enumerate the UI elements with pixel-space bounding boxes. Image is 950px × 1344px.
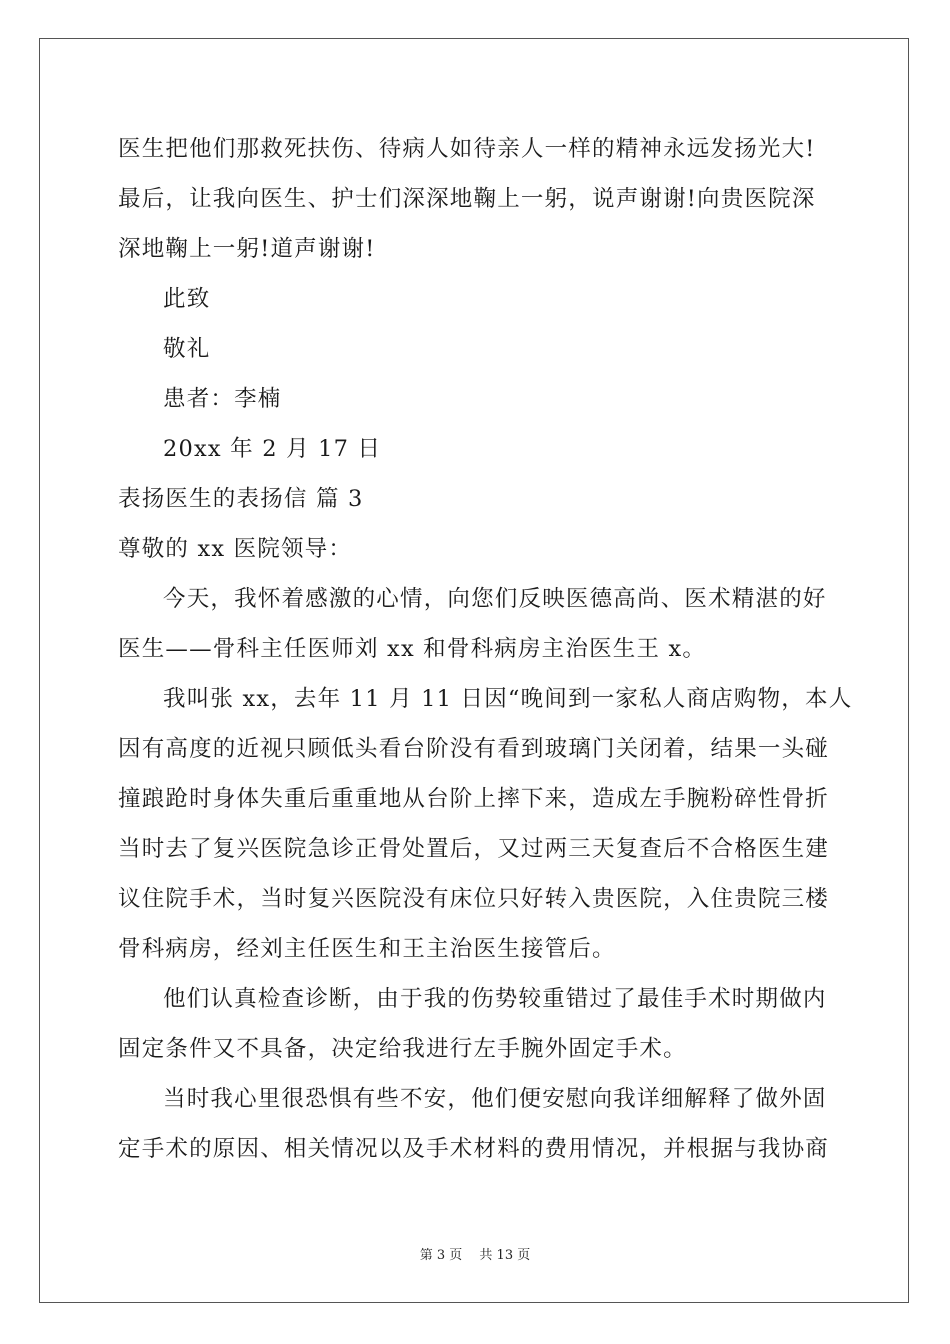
page-number: 第 3 页 共 13 页 — [419, 1248, 531, 1263]
text-line: 我叫张 xx，去年 11 月 11 日因“晚间到一家私人商店购物，本人 — [163, 686, 853, 712]
text-line: 深地鞠上一躬!道声谢谢! — [118, 236, 376, 262]
letter-greeting: 尊敬的 xx 医院领导： — [118, 536, 353, 562]
text-line: 当时去了复兴医院急诊正骨处置后，又过两三天复查后不合格医生建 — [118, 836, 830, 862]
section-title: 表扬医生的表扬信 篇 3 — [118, 486, 364, 512]
signature: 患者：李楠 — [163, 386, 282, 412]
letter-body — [118, 124, 853, 1174]
text-line: 定手术的原因、相关情况以及手术材料的费用情况，并根据与我协商 — [118, 1136, 830, 1162]
text-line: 他们认真检查诊断，由于我的伤势较重错过了最佳手术时期做内 — [163, 986, 827, 1012]
text-line: 今天，我怀着感激的心情，向您们反映医德高尚、医术精湛的好 — [163, 586, 827, 612]
text-line: 因有高度的近视只顾低头看台阶没有看到玻璃门关闭着，结果一头碰 — [118, 736, 830, 762]
text-line: 骨科病房，经刘主任医生和王主治医生接管后。 — [118, 936, 616, 962]
text-line: 撞踉跄时身体失重后重重地从台阶上摔下来，造成左手腕粉碎性骨折 — [118, 786, 830, 812]
closing-regards: 敬礼 — [163, 336, 211, 362]
text-line: 固定条件又不具备，决定给我进行左手腕外固定手术。 — [118, 1036, 687, 1062]
closing-salutation: 此致 — [163, 286, 211, 312]
text-line: 医生把他们那救死扶伤、待病人如待亲人一样的精神永远发扬光大! — [118, 136, 816, 162]
text-line: 当时我心里很恐惧有些不安，他们便安慰向我详细解释了做外固 — [163, 1086, 827, 1112]
text-line: 最后，让我向医生、护士们深深地鞠上一躬，说声谢谢!向贵医院深 — [118, 186, 816, 212]
letter-date: 20xx 年 2 月 17 日 — [163, 436, 382, 462]
text-line: 议住院手术，当时复兴医院没有床位只好转入贵医院，入住贵院三楼 — [118, 886, 830, 912]
text-line: 医生——骨科主任医师刘 xx 和骨科病房主治医生王 x。 — [118, 636, 707, 662]
